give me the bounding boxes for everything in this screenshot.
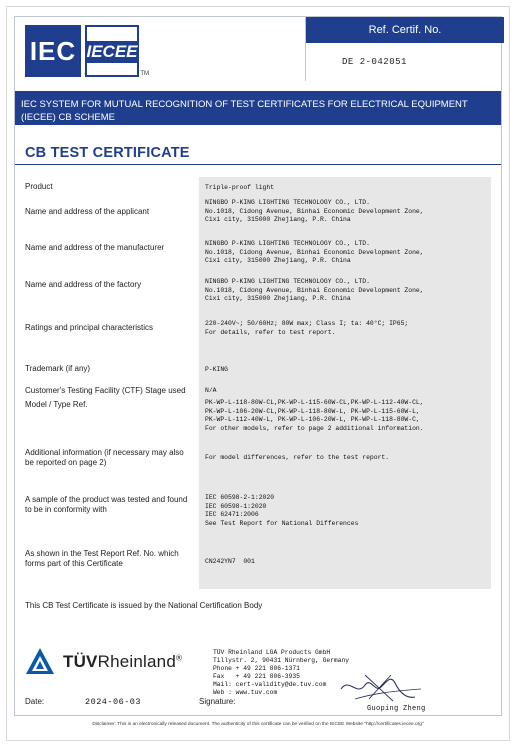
field-label-ctf-stage: Customer's Testing Facility (CTF) Stage used xyxy=(25,386,186,395)
field-value-ctf-stage: N/A xyxy=(205,387,217,394)
title-divider xyxy=(15,164,501,165)
field-label-additional-info: Additional information (if necessary may also be reported on page 2) xyxy=(25,448,184,467)
field-value-additional-info: For model differences, refer to the test report. xyxy=(205,454,390,461)
iecee-logo: IECEE TM xyxy=(85,25,139,77)
date-label: Date: xyxy=(25,697,45,706)
field-label-trademark: Trademark (if any) xyxy=(25,364,91,373)
field-label-standards: A sample of the product was tested and found to be in conformity with xyxy=(25,495,188,514)
date-value: 2024-06-03 xyxy=(85,697,142,707)
signatory-name: Guoping Zheng xyxy=(367,705,426,713)
scheme-banner: IEC SYSTEM FOR MUTUAL RECOGNITION OF TEST CERTIFICATES FOR ELECTRICAL EQUIPMENT (IECEE) CB SCHEME xyxy=(15,91,501,125)
field-value-factory: NINGBO P-KING LIGHTING TECHNOLOGY CO., LTD. No.1018, Cidong Avenue, Binhai Economic Development Zone, Cixi city, 315000 Zhejiang, P.R. China xyxy=(205,278,424,302)
field-label-factory: Name and address of the factory xyxy=(25,280,142,289)
certificate-title: CB TEST CERTIFICATE xyxy=(25,145,190,161)
field-value-applicant: NINGBO P-KING LIGHTING TECHNOLOGY CO., LTD. No.1018, Cidong Avenue, Binhai Economic Development Zone, Cixi city, 315000 Zhejiang, P.R. China xyxy=(205,199,424,223)
field-label-model: Model / Type Ref. xyxy=(25,400,88,409)
tuv-triangle-icon xyxy=(25,647,55,675)
field-value-ratings: 220-240V~; 50/60Hz; 80W max; Class I; ta: 40°C; IP65; For details, refer to test report. xyxy=(205,320,409,336)
field-value-test-report: CN242YN7 001 xyxy=(205,558,255,565)
handwritten-signature xyxy=(335,667,425,707)
iec-logo: IEC xyxy=(25,25,81,77)
issued-by-statement: This CB Test Certificate is issued by the National Certification Body xyxy=(25,601,263,610)
field-label-ratings: Ratings and principal characteristics xyxy=(25,323,154,332)
field-value-standards: IEC 60598-2-1:2020 IEC 60598-1:2020 IEC 62471:2006 See Test Report for National Differences xyxy=(205,494,359,527)
field-value-model: PK-WP-L-118-80W-CL,PK-WP-L-115-60W-CL,PK-WP-L-112-40W-CL, PK-WP-L-106-20W-CL,PK-WP-L-118-80W-L, PK-WP-L-115-60W-L, PK-WP-L-112-40W-L, PK-WP-L-106-20W-L, PK-WP-L-118-80W-C, For other models, refer to page 2 additional information. xyxy=(205,399,424,432)
field-label-applicant: Name and address of the applicant xyxy=(25,207,150,216)
certificate xyxy=(14,16,502,716)
issuer-address: TÜV Rheinland LGA Products GmbH Tillystr. 2, 90431 Nürnberg, Germany Phone + 49 221 806-1371 Fax + 49 221 806-3935 Mail: cert-validity@de.tuv.com Web : www.tuv.com xyxy=(213,649,350,696)
field-value-trademark: P-KING xyxy=(205,366,229,373)
ref-value: DE 2-042051 xyxy=(342,57,407,67)
tuv-logo-text: TÜVRheinland® xyxy=(63,652,183,671)
signature-label: Signature: xyxy=(199,697,236,706)
field-label-test-report: As shown in the Test Report Ref. No. which forms part of this Certificate xyxy=(25,549,179,568)
field-label-manufacturer: Name and address of the manufacturer xyxy=(25,243,165,252)
field-label-product: Product xyxy=(25,182,53,191)
ref-label: Ref. Certif. No. xyxy=(306,17,504,43)
ref-certificate-cell xyxy=(305,17,504,81)
field-value-product: Triple-proof light xyxy=(205,184,275,191)
disclaimer: Disclaimer: This is an electronically released document. The authenticity of this certificate can be verified on the IECEE Website "http://certificates.iecee.org" xyxy=(92,722,424,727)
field-value-manufacturer: NINGBO P-KING LIGHTING TECHNOLOGY CO., LTD. No.1018, Cidong Avenue, Binhai Economic Development Zone, Cixi city, 315000 Zhejiang, P.R. China xyxy=(205,240,424,264)
